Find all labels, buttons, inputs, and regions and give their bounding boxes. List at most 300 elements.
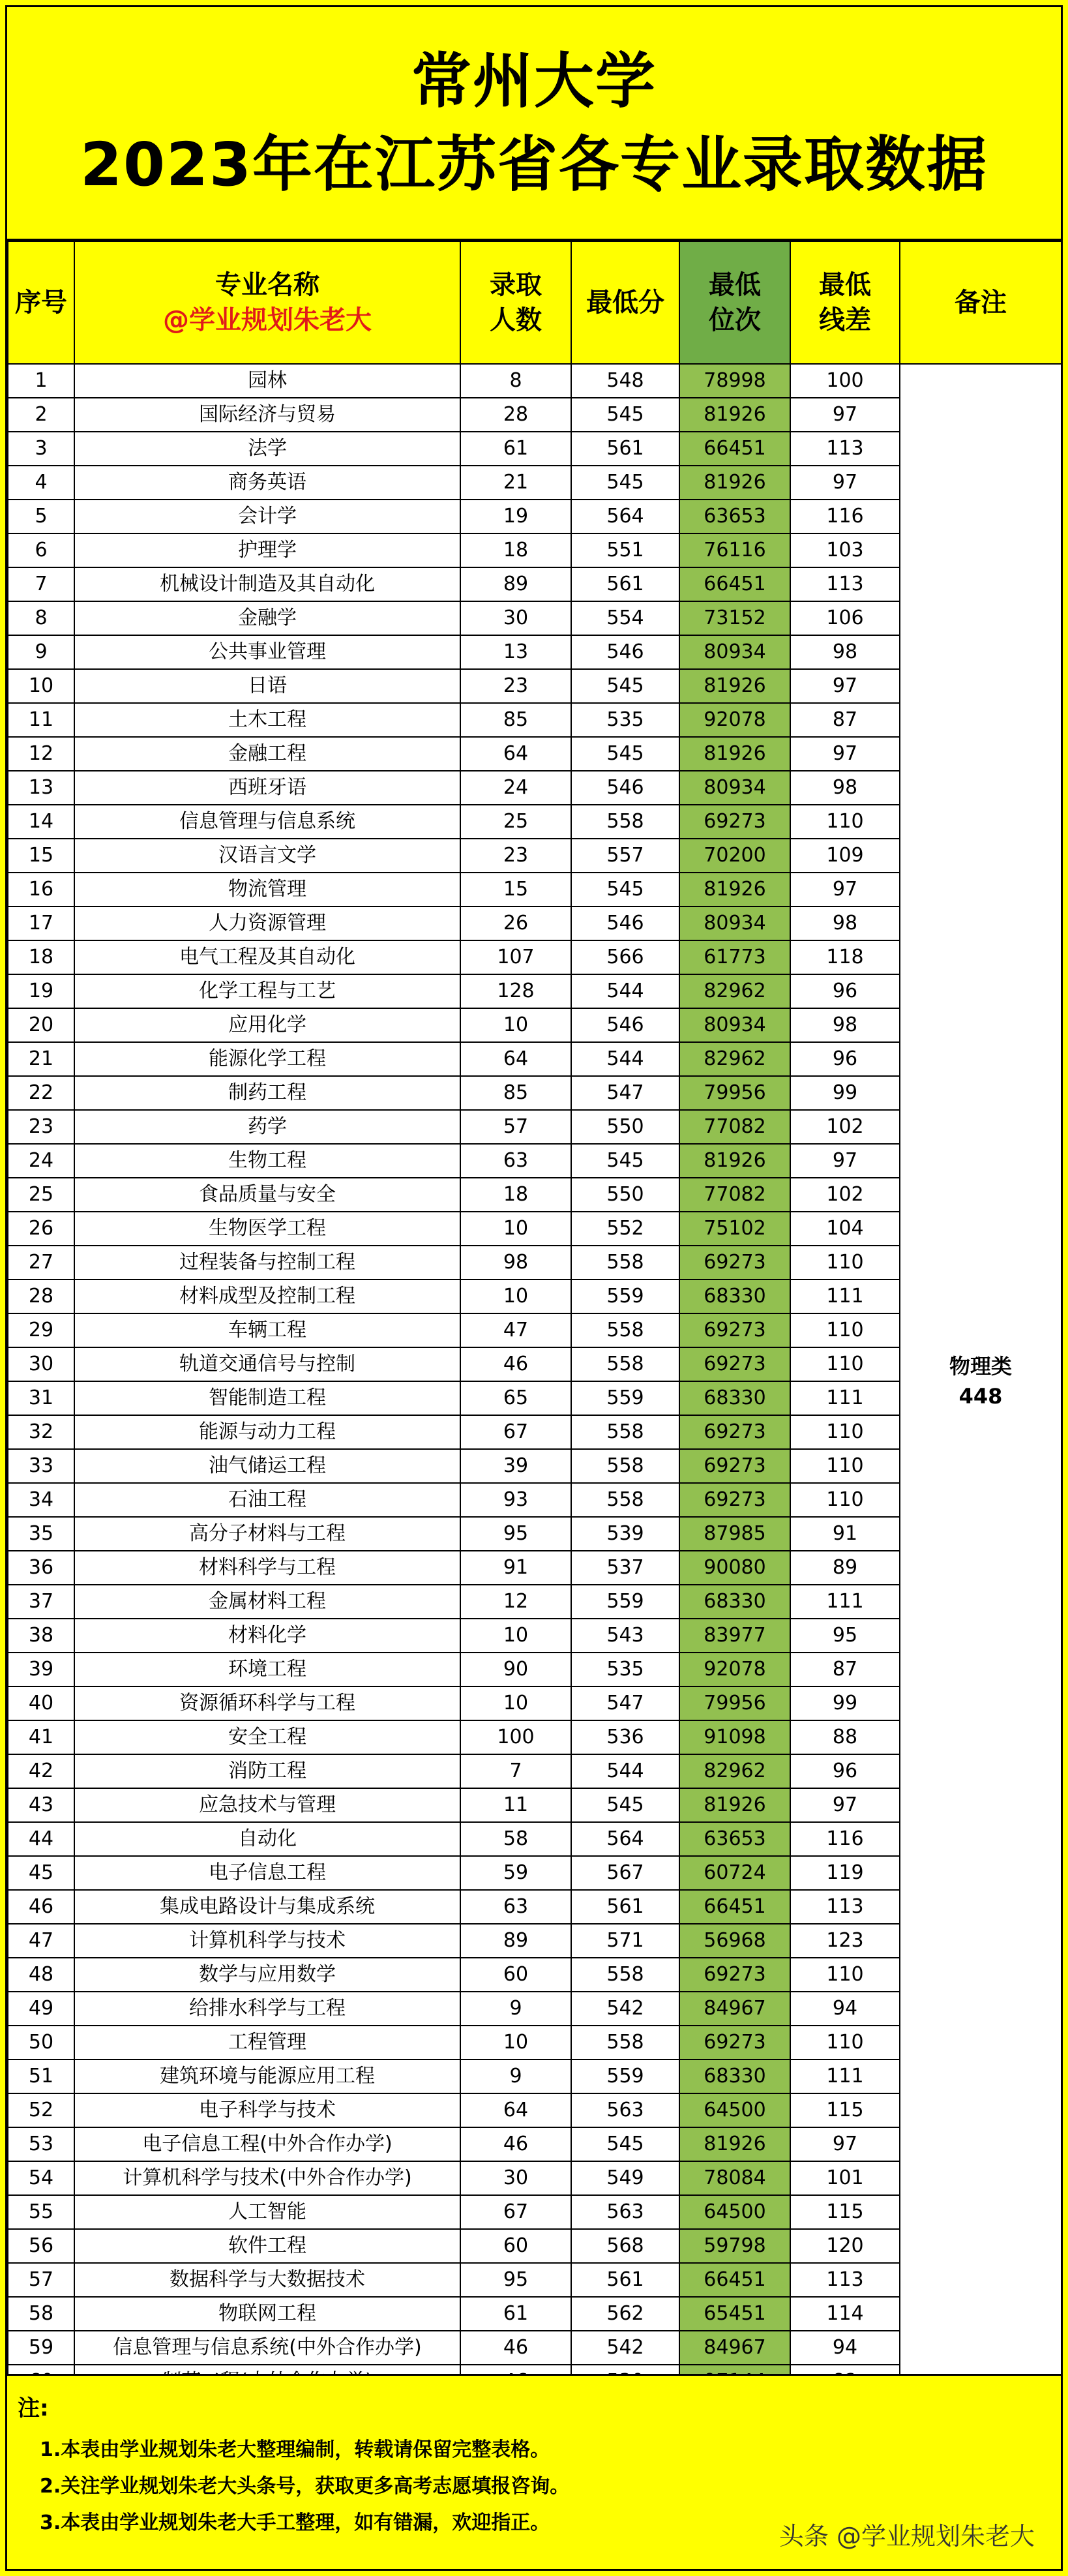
cell-min-diff: 96 [790, 974, 900, 1008]
cell-seq: 38 [8, 1619, 74, 1653]
cell-seq: 55 [8, 2195, 74, 2229]
cell-min-rank: 64500 [679, 2093, 790, 2127]
cell-major-name: 信息管理与信息系统(中外合作办学) [74, 2331, 460, 2365]
cell-enroll-count: 25 [460, 805, 571, 839]
cell-min-diff: 89 [790, 1551, 900, 1585]
cell-note [900, 364, 1061, 2399]
cell-min-rank: 69273 [679, 805, 790, 839]
cell-seq: 2 [8, 398, 74, 432]
cell-enroll-count: 11 [460, 1788, 571, 1822]
cell-min-diff: 97 [790, 737, 900, 771]
cell-major-name: 材料科学与工程 [74, 1551, 460, 1585]
cell-min-score: 557 [571, 839, 679, 873]
cell-enroll-count: 65 [460, 1381, 571, 1415]
cell-major-name: 能源化学工程 [74, 1042, 460, 1076]
header-author-tag: @学业规划朱老大 [163, 305, 372, 335]
cell-seq: 44 [8, 1822, 74, 1856]
cell-seq: 46 [8, 1890, 74, 1924]
cell-min-diff: 115 [790, 2195, 900, 2229]
cell-min-diff: 97 [790, 466, 900, 500]
cell-seq: 41 [8, 1720, 74, 1754]
cell-major-name: 电子信息工程(中外合作办学) [74, 2127, 460, 2161]
cell-seq: 53 [8, 2127, 74, 2161]
cell-seq: 4 [8, 466, 74, 500]
cell-min-score: 568 [571, 2229, 679, 2263]
header-note: 备注 [900, 241, 1061, 364]
cell-enroll-count: 12 [460, 1585, 571, 1619]
cell-seq: 21 [8, 1042, 74, 1076]
cell-enroll-count: 26 [460, 906, 571, 940]
cell-enroll-count: 85 [460, 703, 571, 737]
cell-min-score: 558 [571, 1449, 679, 1483]
cell-seq: 28 [8, 1280, 74, 1313]
school-title: 常州大学 [411, 46, 657, 116]
cell-enroll-count: 64 [460, 737, 571, 771]
cell-min-rank: 65451 [679, 2297, 790, 2331]
cell-seq: 47 [8, 1924, 74, 1958]
cell-major-name: 过程装备与控制工程 [74, 1246, 460, 1280]
cell-min-score: 558 [571, 1347, 679, 1381]
cell-min-rank: 69273 [679, 1415, 790, 1449]
cell-major-name: 公共事业管理 [74, 635, 460, 669]
cell-enroll-count: 30 [460, 601, 571, 635]
cell-seq: 7 [8, 567, 74, 601]
cell-min-score: 542 [571, 2331, 679, 2365]
cell-min-score: 558 [571, 1415, 679, 1449]
cell-min-diff: 95 [790, 1619, 900, 1653]
cell-major-name: 日语 [74, 669, 460, 703]
cell-min-diff: 120 [790, 2229, 900, 2263]
cell-min-rank: 60724 [679, 1856, 790, 1890]
cell-min-score: 536 [571, 1720, 679, 1754]
cell-min-score: 546 [571, 906, 679, 940]
cell-enroll-count: 64 [460, 1042, 571, 1076]
cell-seq: 45 [8, 1856, 74, 1890]
header-min-rank-line2: 位次 [709, 305, 761, 335]
cell-major-name: 智能制造工程 [74, 1381, 460, 1415]
header-major-name [74, 241, 460, 364]
cell-min-rank: 69273 [679, 2026, 790, 2059]
cell-seq: 16 [8, 873, 74, 906]
cell-min-score: 544 [571, 974, 679, 1008]
cell-min-diff: 104 [790, 1212, 900, 1246]
cell-min-rank: 84967 [679, 2331, 790, 2365]
footer-title: 注: [18, 2395, 49, 2421]
cell-min-score: 539 [571, 1517, 679, 1551]
cell-min-diff: 111 [790, 2059, 900, 2093]
cell-min-rank: 81926 [679, 466, 790, 500]
cell-min-diff: 100 [790, 364, 900, 398]
cell-enroll-count: 23 [460, 839, 571, 873]
cell-min-diff: 113 [790, 567, 900, 601]
cell-min-rank: 92078 [679, 703, 790, 737]
cell-min-score: 562 [571, 2297, 679, 2331]
cell-major-name: 数学与应用数学 [74, 1958, 460, 1992]
cell-major-name: 人力资源管理 [74, 906, 460, 940]
cell-min-score: 571 [571, 1924, 679, 1958]
cell-major-name: 法学 [74, 432, 460, 466]
footer-notes [7, 2374, 1061, 2569]
cell-major-name: 工程管理 [74, 2026, 460, 2059]
header-major-name-label: 专业名称 [215, 270, 319, 300]
cell-min-score: 550 [571, 1178, 679, 1212]
cell-major-name: 油气储运工程 [74, 1449, 460, 1483]
cell-enroll-count: 15 [460, 873, 571, 906]
cell-min-score: 537 [571, 1551, 679, 1585]
cell-seq: 1 [8, 364, 74, 398]
cell-enroll-count: 107 [460, 940, 571, 974]
cell-seq: 9 [8, 635, 74, 669]
cell-seq: 33 [8, 1449, 74, 1483]
cell-min-rank: 63653 [679, 1822, 790, 1856]
cell-enroll-count: 95 [460, 2263, 571, 2297]
cell-min-rank: 66451 [679, 1890, 790, 1924]
cell-major-name: 信息管理与信息系统 [74, 805, 460, 839]
cell-major-name: 材料成型及控制工程 [74, 1280, 460, 1313]
cell-min-diff: 111 [790, 1585, 900, 1619]
cell-min-diff: 113 [790, 1890, 900, 1924]
cell-seq: 23 [8, 1110, 74, 1144]
table-body [8, 364, 1061, 2399]
cell-min-score: 563 [571, 2195, 679, 2229]
cell-major-name: 自动化 [74, 1822, 460, 1856]
cell-min-rank: 81926 [679, 669, 790, 703]
cell-min-score: 561 [571, 567, 679, 601]
cell-min-rank: 59798 [679, 2229, 790, 2263]
cell-min-rank: 78084 [679, 2161, 790, 2195]
cell-enroll-count: 46 [460, 2331, 571, 2365]
cell-seq: 6 [8, 533, 74, 567]
cell-min-rank: 77082 [679, 1110, 790, 1144]
cell-major-name: 商务英语 [74, 466, 460, 500]
cell-seq: 20 [8, 1008, 74, 1042]
cell-min-diff: 96 [790, 1754, 900, 1788]
cell-major-name: 给排水科学与工程 [74, 1992, 460, 2026]
cell-min-diff: 113 [790, 432, 900, 466]
cell-min-diff: 113 [790, 2263, 900, 2297]
cell-min-diff: 110 [790, 2026, 900, 2059]
cell-seq: 22 [8, 1076, 74, 1110]
cell-enroll-count: 39 [460, 1449, 571, 1483]
cell-major-name: 资源循环科学与工程 [74, 1686, 460, 1720]
cell-min-score: 545 [571, 873, 679, 906]
cell-enroll-count: 61 [460, 432, 571, 466]
cell-enroll-count: 91 [460, 1551, 571, 1585]
cell-major-name: 数据科学与大数据技术 [74, 2263, 460, 2297]
cell-min-score: 567 [571, 1856, 679, 1890]
cell-min-score: 546 [571, 635, 679, 669]
cell-enroll-count: 10 [460, 2026, 571, 2059]
cell-min-diff: 102 [790, 1178, 900, 1212]
cell-major-name: 人工智能 [74, 2195, 460, 2229]
cell-min-score: 545 [571, 2127, 679, 2161]
cell-enroll-count: 10 [460, 1686, 571, 1720]
cell-seq: 13 [8, 771, 74, 805]
cell-enroll-count: 21 [460, 466, 571, 500]
cell-min-score: 561 [571, 2263, 679, 2297]
cell-enroll-count: 58 [460, 1822, 571, 1856]
cell-min-score: 558 [571, 1246, 679, 1280]
cell-major-name: 应用化学 [74, 1008, 460, 1042]
cell-min-diff: 116 [790, 1822, 900, 1856]
cell-seq: 50 [8, 2026, 74, 2059]
document-title: 2023年在江苏省各专业录取数据 [80, 129, 988, 200]
cell-enroll-count: 10 [460, 1280, 571, 1313]
title-block [7, 7, 1061, 241]
cell-seq: 57 [8, 2263, 74, 2297]
note-total: 448 [958, 1384, 1003, 1409]
cell-min-score: 544 [571, 1042, 679, 1076]
cell-min-diff: 111 [790, 1381, 900, 1415]
cell-min-rank: 81926 [679, 1144, 790, 1178]
cell-major-name: 软件工程 [74, 2229, 460, 2263]
cell-min-score: 566 [571, 940, 679, 974]
cell-major-name: 制药工程 [74, 1076, 460, 1110]
cell-min-rank: 69273 [679, 1449, 790, 1483]
cell-min-rank: 80934 [679, 635, 790, 669]
cell-min-rank: 63653 [679, 500, 790, 533]
cell-min-rank: 82962 [679, 1754, 790, 1788]
cell-major-name: 物联网工程 [74, 2297, 460, 2331]
cell-seq: 25 [8, 1178, 74, 1212]
cell-min-score: 546 [571, 1008, 679, 1042]
cell-min-diff: 98 [790, 635, 900, 669]
cell-min-rank: 90080 [679, 1551, 790, 1585]
cell-major-name: 食品质量与安全 [74, 1178, 460, 1212]
cell-enroll-count: 85 [460, 1076, 571, 1110]
cell-major-name: 电气工程及其自动化 [74, 940, 460, 974]
cell-seq: 5 [8, 500, 74, 533]
cell-seq: 10 [8, 669, 74, 703]
cell-min-score: 559 [571, 1280, 679, 1313]
cell-enroll-count: 57 [460, 1110, 571, 1144]
cell-min-score: 559 [571, 2059, 679, 2093]
cell-min-diff: 88 [790, 1720, 900, 1754]
cell-min-score: 558 [571, 1958, 679, 1992]
cell-min-rank: 83977 [679, 1619, 790, 1653]
cell-seq: 36 [8, 1551, 74, 1585]
cell-major-name: 环境工程 [74, 1653, 460, 1686]
cell-min-score: 554 [571, 601, 679, 635]
cell-seq: 37 [8, 1585, 74, 1619]
cell-seq: 24 [8, 1144, 74, 1178]
cell-seq: 12 [8, 737, 74, 771]
cell-min-diff: 123 [790, 1924, 900, 1958]
cell-min-rank: 81926 [679, 873, 790, 906]
cell-min-diff: 103 [790, 533, 900, 567]
cell-seq: 19 [8, 974, 74, 1008]
cell-min-rank: 80934 [679, 771, 790, 805]
cell-min-diff: 110 [790, 1246, 900, 1280]
cell-major-name: 应急技术与管理 [74, 1788, 460, 1822]
cell-min-diff: 91 [790, 1517, 900, 1551]
cell-min-diff: 94 [790, 1992, 900, 2026]
cell-seq: 34 [8, 1483, 74, 1517]
cell-min-rank: 69273 [679, 1313, 790, 1347]
cell-min-rank: 84967 [679, 1992, 790, 2026]
header-min-score: 最低分 [571, 241, 679, 364]
cell-min-rank: 81926 [679, 737, 790, 771]
cell-seq: 39 [8, 1653, 74, 1686]
cell-min-rank: 79956 [679, 1076, 790, 1110]
header-enroll-line2: 人数 [490, 305, 542, 335]
cell-enroll-count: 98 [460, 1246, 571, 1280]
cell-min-diff: 118 [790, 940, 900, 974]
footer-note-3: 3.本表由学业规划朱老大手工整理，如有错漏，欢迎指正。 [40, 2511, 550, 2534]
cell-major-name: 药学 [74, 1110, 460, 1144]
cell-min-diff: 98 [790, 1008, 900, 1042]
cell-min-score: 558 [571, 1483, 679, 1517]
cell-min-diff: 110 [790, 1347, 900, 1381]
cell-min-diff: 116 [790, 500, 900, 533]
cell-enroll-count: 59 [460, 1856, 571, 1890]
cell-enroll-count: 89 [460, 1924, 571, 1958]
cell-enroll-count: 18 [460, 533, 571, 567]
cell-seq: 30 [8, 1347, 74, 1381]
cell-min-rank: 66451 [679, 432, 790, 466]
cell-major-name: 能源与动力工程 [74, 1415, 460, 1449]
cell-enroll-count: 9 [460, 2059, 571, 2093]
cell-major-name: 化学工程与工艺 [74, 974, 460, 1008]
cell-major-name: 土木工程 [74, 703, 460, 737]
cell-major-name: 高分子材料与工程 [74, 1517, 460, 1551]
cell-min-rank: 80934 [679, 1008, 790, 1042]
cell-min-diff: 97 [790, 2127, 900, 2161]
cell-enroll-count: 46 [460, 2127, 571, 2161]
cell-major-name: 园林 [74, 364, 460, 398]
cell-min-diff: 87 [790, 1653, 900, 1686]
cell-enroll-count: 23 [460, 669, 571, 703]
cell-enroll-count: 60 [460, 2229, 571, 2263]
cell-min-rank: 73152 [679, 601, 790, 635]
cell-min-score: 545 [571, 1788, 679, 1822]
cell-seq: 8 [8, 601, 74, 635]
cell-min-diff: 87 [790, 703, 900, 737]
header-min-rank-line1: 最低 [709, 270, 761, 300]
cell-major-name: 国际经济与贸易 [74, 398, 460, 432]
cell-major-name: 金融工程 [74, 737, 460, 771]
cell-min-rank: 68330 [679, 1585, 790, 1619]
cell-major-name: 机械设计制造及其自动化 [74, 567, 460, 601]
cell-min-rank: 68330 [679, 1280, 790, 1313]
cell-min-score: 544 [571, 1754, 679, 1788]
cell-min-diff: 98 [790, 771, 900, 805]
cell-enroll-count: 8 [460, 364, 571, 398]
cell-major-name: 石油工程 [74, 1483, 460, 1517]
cell-enroll-count: 10 [460, 1619, 571, 1653]
cell-major-name: 金融学 [74, 601, 460, 635]
cell-major-name: 金属材料工程 [74, 1585, 460, 1619]
footer-credit: 头条 @学业规划朱老大 [779, 2522, 1035, 2551]
cell-min-score: 559 [571, 1381, 679, 1415]
header-min-diff [790, 241, 900, 364]
footer-note-2: 2.关注学业规划朱老大头条号，获取更多高考志愿填报咨询。 [40, 2475, 570, 2498]
cell-seq: 26 [8, 1212, 74, 1246]
cell-min-score: 545 [571, 669, 679, 703]
cell-min-score: 559 [571, 1585, 679, 1619]
cell-enroll-count: 10 [460, 1212, 571, 1246]
cell-min-score: 546 [571, 771, 679, 805]
cell-major-name: 汉语言文学 [74, 839, 460, 873]
cell-min-rank: 92078 [679, 1653, 790, 1686]
cell-seq: 32 [8, 1415, 74, 1449]
cell-enroll-count: 63 [460, 1890, 571, 1924]
cell-seq: 54 [8, 2161, 74, 2195]
cell-min-diff: 110 [790, 1415, 900, 1449]
cell-min-diff: 119 [790, 1856, 900, 1890]
cell-min-score: 548 [571, 364, 679, 398]
cell-min-diff: 111 [790, 1280, 900, 1313]
cell-min-score: 545 [571, 398, 679, 432]
cell-seq: 43 [8, 1788, 74, 1822]
cell-enroll-count: 30 [460, 2161, 571, 2195]
cell-min-diff: 110 [790, 1483, 900, 1517]
cell-min-rank: 80934 [679, 906, 790, 940]
cell-min-score: 561 [571, 1890, 679, 1924]
cell-seq: 27 [8, 1246, 74, 1280]
cell-enroll-count: 128 [460, 974, 571, 1008]
cell-min-rank: 87985 [679, 1517, 790, 1551]
cell-seq: 3 [8, 432, 74, 466]
cell-major-name: 消防工程 [74, 1754, 460, 1788]
cell-min-diff: 99 [790, 1076, 900, 1110]
cell-min-diff: 97 [790, 398, 900, 432]
cell-enroll-count: 89 [460, 567, 571, 601]
cell-min-rank: 56968 [679, 1924, 790, 1958]
cell-min-diff: 110 [790, 1449, 900, 1483]
cell-min-diff: 98 [790, 906, 900, 940]
cell-seq: 40 [8, 1686, 74, 1720]
cell-min-rank: 61773 [679, 940, 790, 974]
cell-enroll-count: 9 [460, 1992, 571, 2026]
cell-major-name: 建筑环境与能源应用工程 [74, 2059, 460, 2093]
cell-min-diff: 109 [790, 839, 900, 873]
cell-min-rank: 82962 [679, 1042, 790, 1076]
cell-seq: 29 [8, 1313, 74, 1347]
cell-enroll-count: 47 [460, 1313, 571, 1347]
cell-min-score: 552 [571, 1212, 679, 1246]
cell-seq: 11 [8, 703, 74, 737]
cell-min-rank: 64500 [679, 2195, 790, 2229]
cell-enroll-count: 7 [460, 1754, 571, 1788]
cell-seq: 58 [8, 2297, 74, 2331]
cell-min-score: 564 [571, 1822, 679, 1856]
cell-min-diff: 94 [790, 2331, 900, 2365]
cell-enroll-count: 90 [460, 1653, 571, 1686]
cell-min-score: 549 [571, 2161, 679, 2195]
cell-enroll-count: 24 [460, 771, 571, 805]
table-row [8, 364, 1061, 398]
cell-major-name: 电子信息工程 [74, 1856, 460, 1890]
cell-major-name: 计算机科学与技术 [74, 1924, 460, 1958]
cell-seq: 52 [8, 2093, 74, 2127]
note-category: 物理类 [949, 1353, 1012, 1379]
cell-enroll-count: 28 [460, 398, 571, 432]
cell-min-diff: 97 [790, 873, 900, 906]
cell-enroll-count: 64 [460, 2093, 571, 2127]
cell-min-diff: 97 [790, 669, 900, 703]
cell-min-diff: 99 [790, 1686, 900, 1720]
cell-min-score: 561 [571, 432, 679, 466]
cell-enroll-count: 61 [460, 2297, 571, 2331]
cell-enroll-count: 95 [460, 1517, 571, 1551]
cell-min-score: 545 [571, 1144, 679, 1178]
cell-enroll-count: 100 [460, 1720, 571, 1754]
cell-min-diff: 110 [790, 1958, 900, 1992]
cell-min-rank: 66451 [679, 2263, 790, 2297]
cell-seq: 35 [8, 1517, 74, 1551]
cell-min-diff: 96 [790, 1042, 900, 1076]
